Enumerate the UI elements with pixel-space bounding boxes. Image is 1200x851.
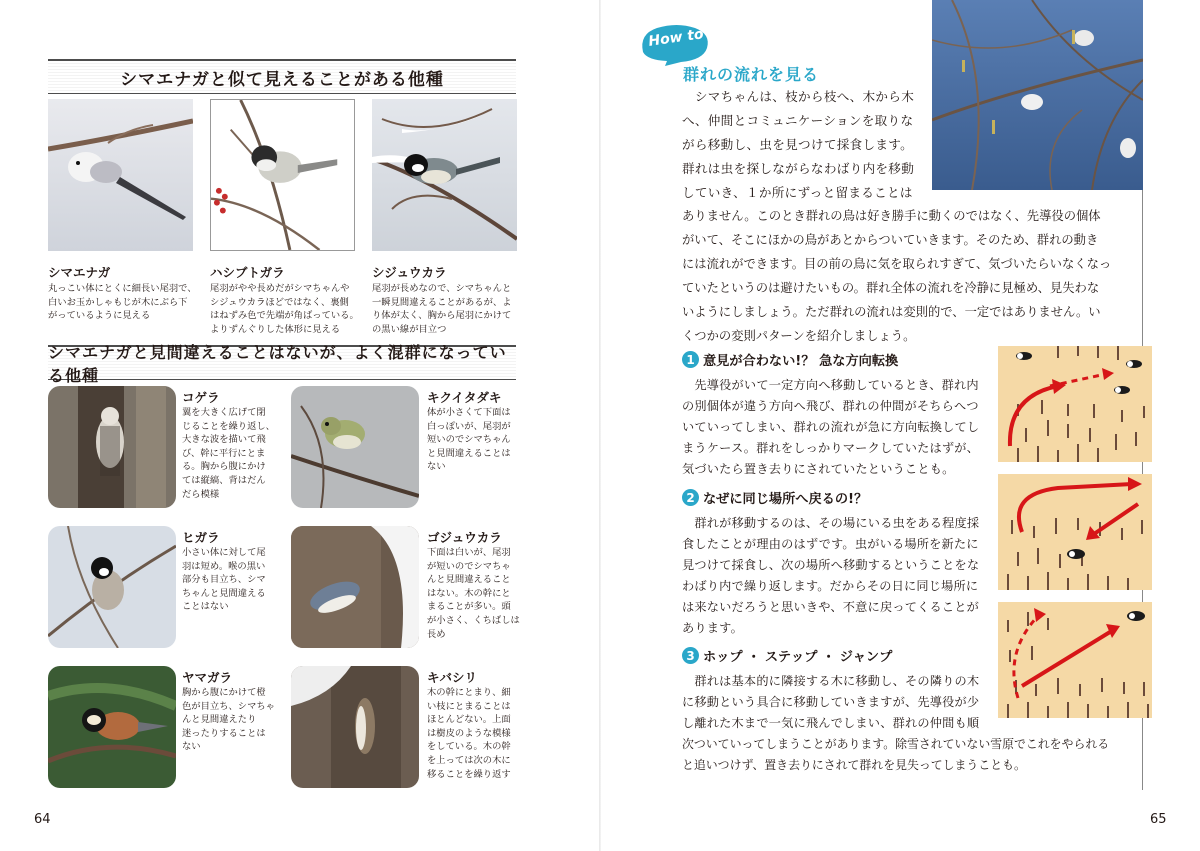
- bird-desc-hashibutogara: 尾羽がやや長めだがシマちゃんや シジュウカラほどではなく、裏側 はねずみ色で先端が角ばっている。 よりずんぐりした体形に見える: [210, 283, 359, 335]
- photo-yamagara: [48, 666, 176, 788]
- bird-desc-kikuitadaki: 体が小さくて下面は 白っぽいが、尾羽が 短いのでシマちゃん と見間違えることは ない: [427, 407, 511, 473]
- page-gutter: [599, 0, 601, 851]
- intro-line: くつかの変則パターンを紹介しましょう。: [682, 329, 916, 343]
- intro-line: には流れができます。目の前の鳥に気を取られすぎて、気づいたらいなくなっ: [682, 257, 1112, 271]
- pattern-line: 食したことが理由のはずです。虫がいる場所を新たに: [682, 537, 979, 551]
- intro-line: していき、１か所にずっと留まることは: [682, 185, 913, 200]
- photo-higara: [48, 526, 176, 648]
- pattern-line: 群れは基本的に隣接する木に移動し、その隣りの木: [682, 674, 980, 688]
- bird-name-higara: ヒガラ: [182, 530, 220, 545]
- bird-desc-shijuukara: 尾羽が長めなので、シマちゃんと 一瞬見間違えることがあるが、よ り体が太く、胸から尾羽にかけて の黒い線が目立つ: [372, 283, 512, 335]
- bird-name-shimaenaga: シマエナガ: [48, 265, 111, 280]
- photo-gojuukara: [291, 526, 419, 648]
- pattern-line: 群れが移動するのは、その場にいる虫をある程度採: [682, 516, 980, 530]
- intro-line: ありません。このとき群れの鳥は好き勝手に動くのではなく、先導役の個体: [682, 209, 1101, 223]
- pattern-title: 意見が合わない!？ 急な方向転換: [703, 354, 899, 369]
- bird-desc-gojuukara: 下面は白いが、尾羽 が短いのでシマちゃ んと見間違えること はない。木の幹にと まることが多い。頭 が小さく、くちばしは 長め: [427, 547, 520, 640]
- intro-line: いようにしましょう。ただ群れの流れは変則的で、一定ではありません。い: [682, 305, 1101, 319]
- pattern-line: 先導役がいて一定方向へ移動しているとき、群れ内: [682, 378, 979, 392]
- pattern-line: あります。: [682, 621, 743, 635]
- bird-name-hashibutogara: ハシブトガラ: [210, 265, 285, 280]
- page-number-left: 64: [34, 812, 51, 827]
- bird-name-gojuukara: ゴジュウカラ: [427, 530, 502, 545]
- section-title-similar: シマエナガと似て見えることがある他種: [48, 59, 516, 94]
- section-title-mixed: シマエナガと見間違えることはないが、よく混群になっている他種: [48, 345, 516, 380]
- bird-desc-higara: 小さい体に対して尾 羽は短め。喉の黒い 部分も目立ち、シマ ちゃんと見間違える ことはない: [182, 547, 266, 613]
- pattern-line: に移動という具合に移動していきますが、先導役が少: [682, 695, 980, 709]
- pattern-heading: [682, 646, 892, 665]
- pattern-line: わばり内で繰り返します。だからその日に同じ場所に: [682, 579, 979, 593]
- diagram-direction-change: [998, 346, 1152, 462]
- bird-name-shijuukara: シジュウカラ: [372, 265, 447, 280]
- pattern-title: ホップ ・ ステップ ・ ジャンプ: [703, 650, 893, 665]
- bird-desc-kogera: 翼を大きく広げて閉 じることを繰り返し、 大きな波を描いて飛 び、幹に平行にとま る。胸から腹にかけ ては縦縞、背はだん だら模様: [182, 407, 275, 500]
- pattern-line: の別個体が違う方向へ飛び、群れの仲間がそちらへつ: [682, 399, 979, 413]
- pattern-title: なぜに同じ場所へ戻るの!？: [703, 492, 868, 507]
- number-badge-icon: 2: [682, 489, 699, 506]
- page-title: 群れの流れを見る: [683, 65, 820, 84]
- photo-flock-branches: [932, 0, 1143, 190]
- pattern-line: と追いつけず、置き去りにされて群れを見失ってしまうことも。: [682, 758, 1026, 772]
- pattern-heading: [682, 488, 867, 507]
- pattern-line: 気づいたら置き去りにされていたということも。: [682, 462, 955, 476]
- photo-kogera: [48, 386, 176, 508]
- number-badge-icon: 1: [682, 351, 699, 368]
- intro-line: シマちゃんは、枝から枝へ、木から木: [682, 89, 915, 104]
- pattern-line: し離れた木まで一気に飛んでしまい、群れの仲間も順: [682, 716, 980, 730]
- bird-name-kogera: コゲラ: [182, 390, 220, 405]
- pattern-heading: [682, 350, 898, 369]
- intro-line: 群れは虫を探しながらなわばり内を移動: [682, 161, 915, 176]
- photo-kibashiri: [291, 666, 419, 788]
- pattern-line: 次ついていってしまうことがあります。除雪されていない雪原でこれをやられる: [682, 737, 1110, 751]
- photo-shijuukara: [372, 99, 517, 251]
- page-number-right: 65: [1150, 812, 1167, 827]
- diagram-hop-step-jump: [998, 602, 1152, 718]
- bird-desc-yamagara: 胸から腹にかけて橙 色が目立ち、シマちゃ んと見間違えたり 迷ったりすることは ない: [182, 687, 275, 753]
- bird-name-kikuitadaki: キクイタダキ: [427, 390, 502, 405]
- intro-line: ていたというのは避けたいもの。群れ全体の流れを冷静に見極め、見失わな: [682, 281, 1100, 295]
- pattern-line: は来ないだろうと思いきや、不意に戻ってくることが: [682, 600, 980, 614]
- photo-kikuitadaki: [291, 386, 419, 508]
- intro-line: がら移動し、虫を見つけて採食します。: [682, 137, 914, 152]
- bird-name-yamagara: ヤマガラ: [182, 670, 233, 685]
- pattern-line: 見つけて採食し、次の場所へ移動するということをな: [682, 558, 980, 572]
- bird-desc-kibashiri: 木の幹にとまり、細 い枝にとまることは ほとんどない。上面 は樹皮のような模様 をしている。木の幹 を上っては次の木に 移ることを繰り返す: [427, 687, 511, 780]
- pattern-line: まうケース。群れをしっかりマークしていたはずが、: [682, 441, 980, 455]
- number-badge-icon: 3: [682, 647, 699, 664]
- photo-hashibutogara: [210, 99, 355, 251]
- intro-line: がいて、そこにほかの鳥があとからついていきます。そのため、群れの動き: [682, 233, 1099, 247]
- photo-shimaenaga: [48, 99, 193, 251]
- intro-line: へ、仲間とコミュニケーションを取りな: [682, 113, 914, 128]
- howto-badge-label: How to: [647, 26, 705, 50]
- diagram-return-same-place: [998, 474, 1152, 590]
- bird-desc-shimaenaga: 丸っこい体にとくに細長い尾羽で、 白いお玉かしゃもじが木にぶら下 がっているように見える: [48, 283, 197, 322]
- bird-name-kibashiri: キバシリ: [427, 670, 478, 685]
- pattern-line: いていってしまい、群れの流れが急に方向転換してし: [682, 420, 980, 434]
